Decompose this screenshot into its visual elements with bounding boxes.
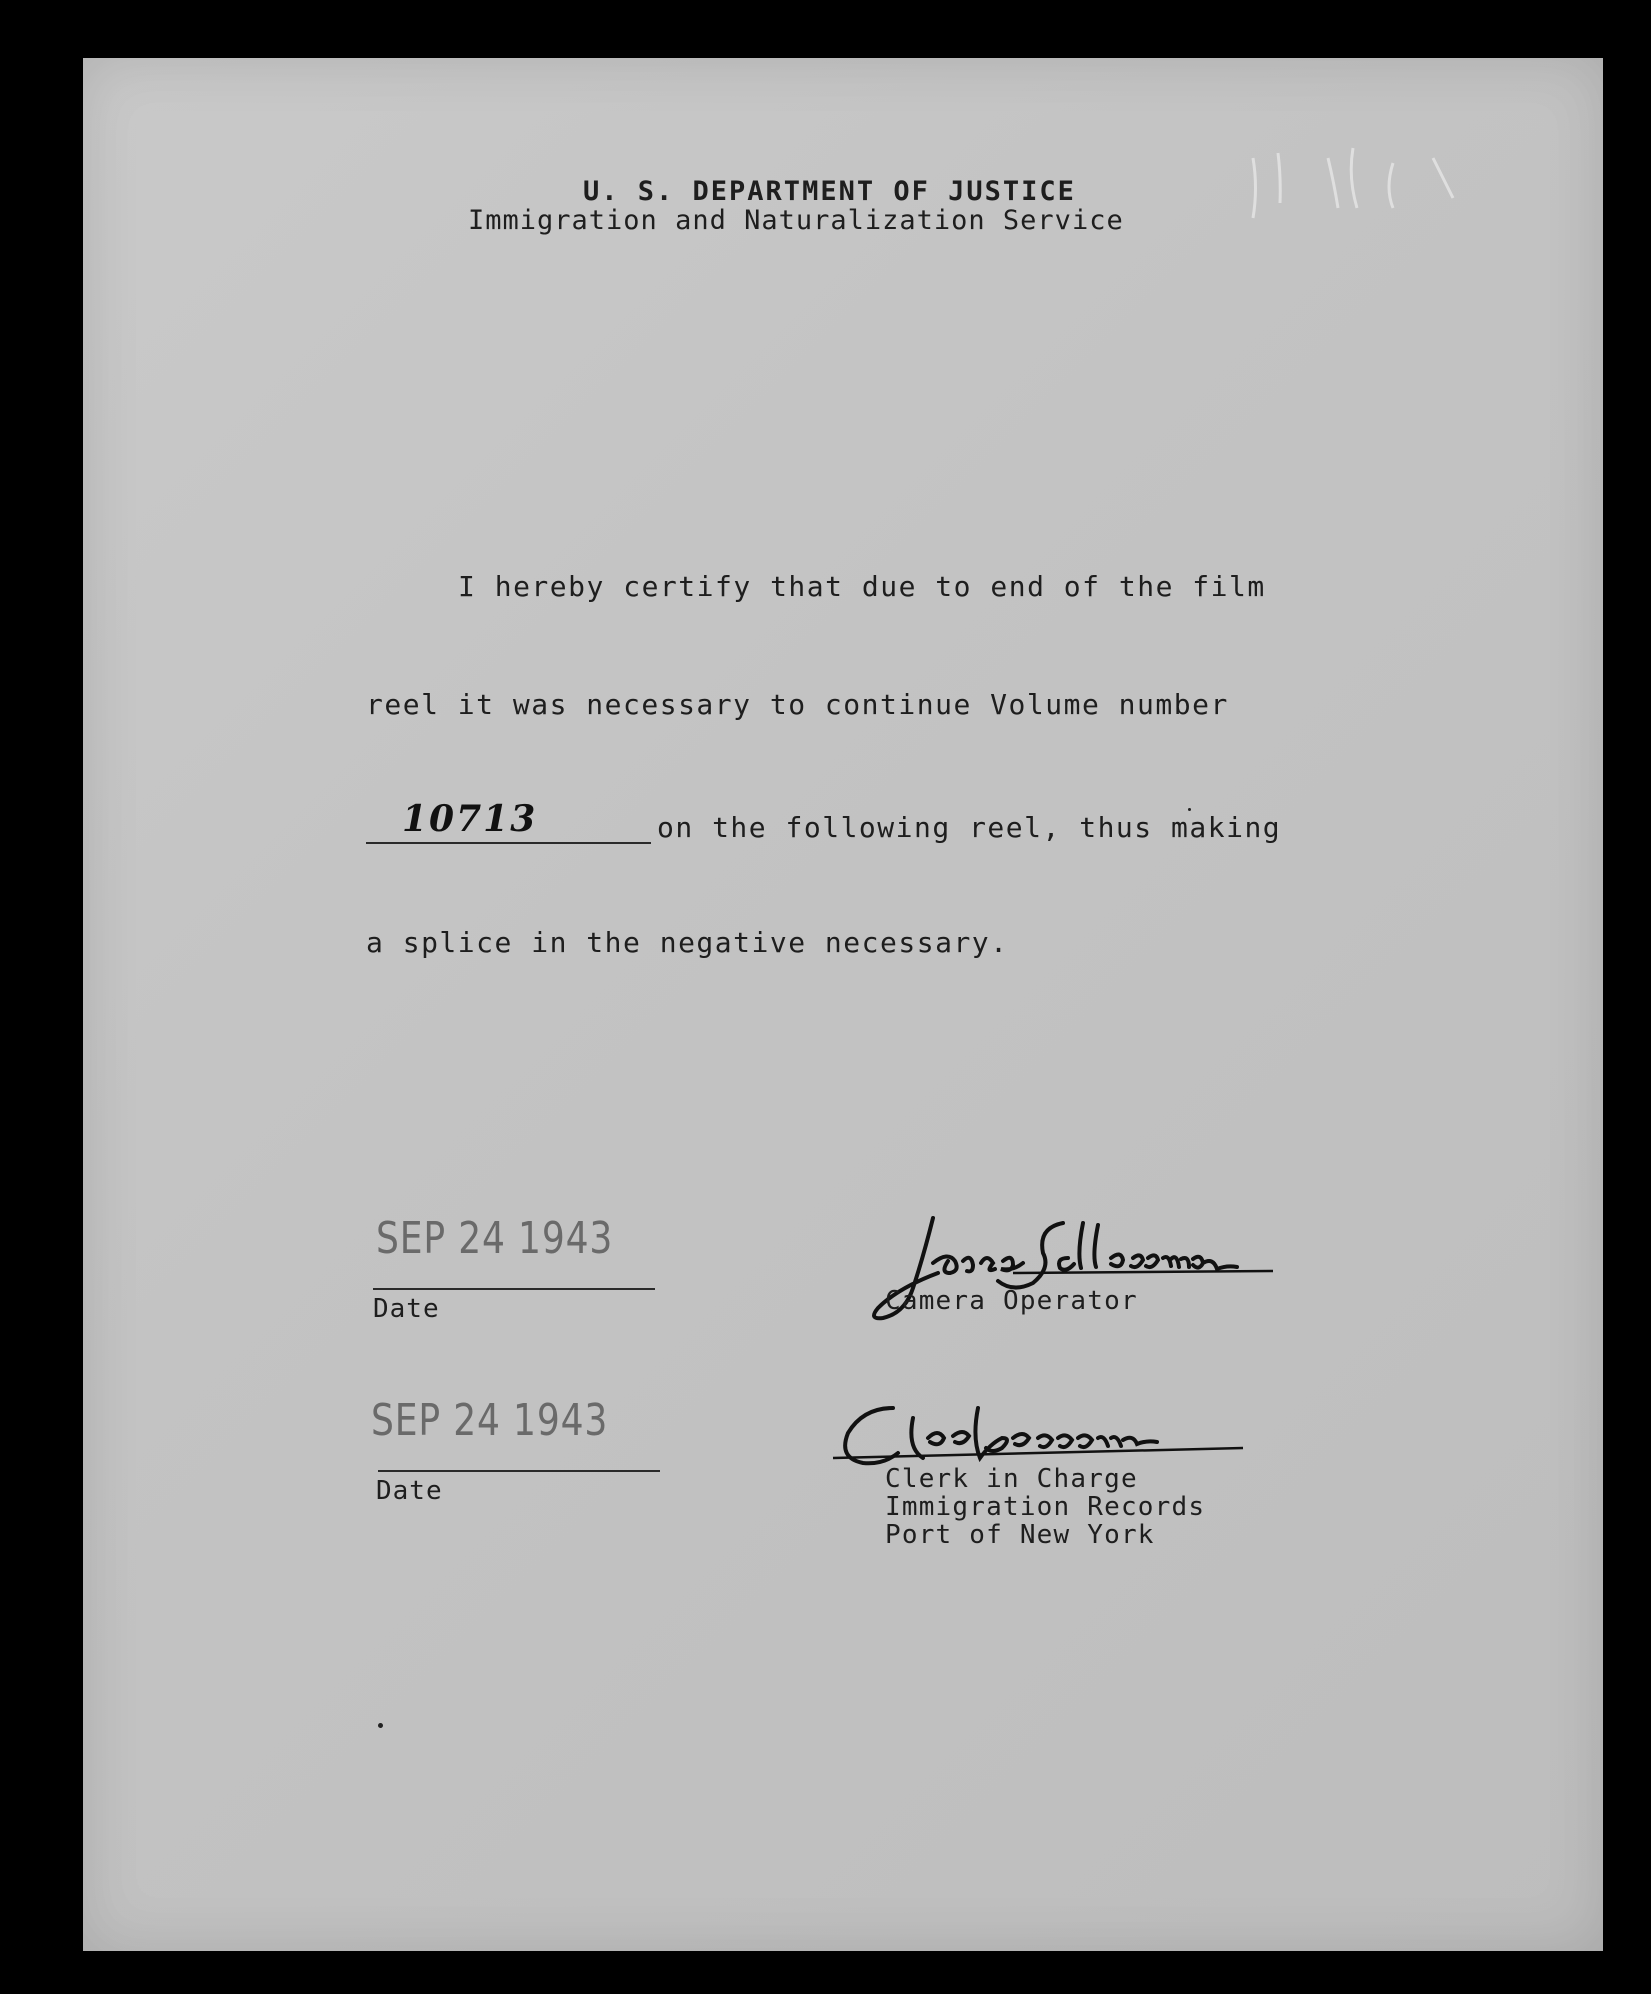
certification-line-3-text: on the following reel, thus making [657, 811, 1282, 844]
volume-number-handwritten: 10713 [402, 798, 538, 840]
date-stamp-1: SEP 24 1943 [376, 1213, 614, 1264]
certification-line-2: reel it was necessary to continue Volume number [366, 688, 1229, 721]
department-heading: U. S. DEPARTMENT OF JUSTICE [583, 176, 1076, 207]
camera-operator-caption: Camera Operator [885, 1286, 1138, 1316]
date-label-1: Date [373, 1294, 440, 1324]
handwritten-marks [1233, 118, 1613, 238]
clerk-caption-title: Clerk in Charge [885, 1464, 1138, 1494]
clerk-caption-location: Port of New York [885, 1520, 1155, 1550]
document-page [83, 58, 1603, 1951]
date-stamp-2: SEP 24 1943 [371, 1395, 609, 1446]
clerk-caption-department: Immigration Records [885, 1492, 1206, 1522]
volume-number-field [366, 798, 651, 844]
certification-line-1: I hereby certify that due to end of the film [458, 570, 1266, 603]
date-rule-1 [373, 1288, 655, 1290]
speck [1188, 808, 1191, 811]
date-label-2: Date [376, 1476, 443, 1506]
certification-line-4: a splice in the negative necessary. [366, 926, 1009, 959]
service-subheading: Immigration and Naturalization Service [468, 205, 1124, 236]
certification-line-3 [366, 798, 1282, 844]
speck [378, 1723, 383, 1728]
date-rule-2 [378, 1470, 660, 1472]
